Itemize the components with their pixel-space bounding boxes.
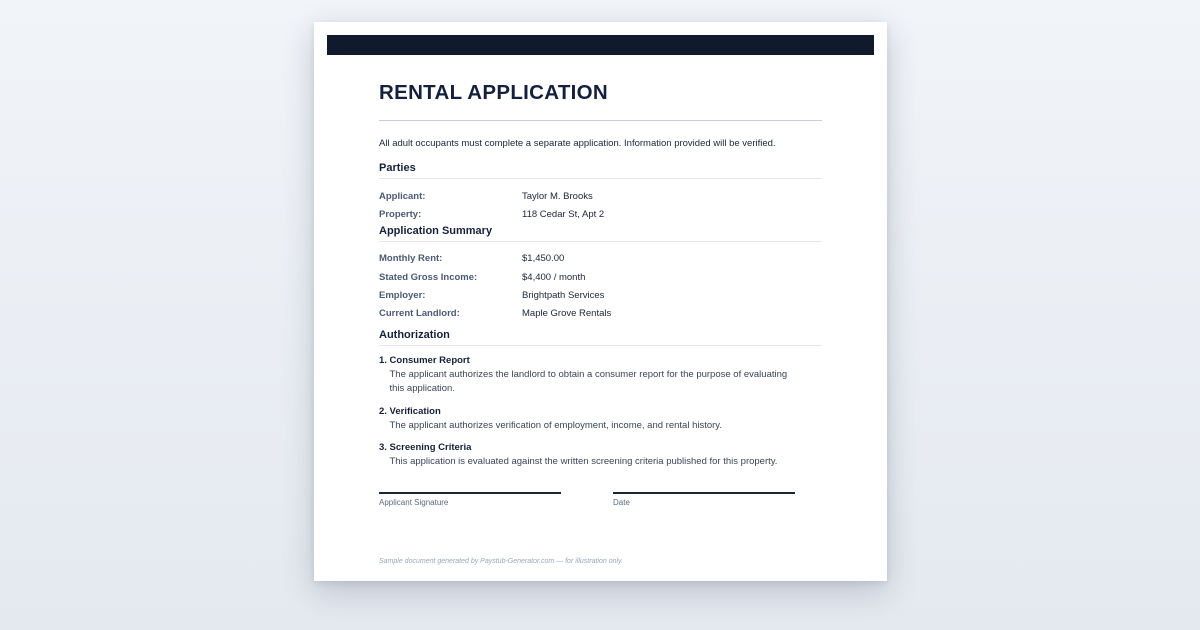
field-label: Property: [379,208,422,220]
date-signature-label: Date [613,498,630,507]
field-row-applicant [379,187,822,205]
section-heading-parties: Parties [379,161,822,179]
field-value: 118 Cedar St, Apt 2 [522,208,605,220]
document-content [379,80,822,478]
intro-text: All adult occupants must complete a separate application. Information provided will be verified. [379,138,776,149]
field-row-gross-income [379,268,822,286]
field-row-property [379,205,822,223]
field-value: $4,400 / month [522,271,586,283]
applicant-signature-block [379,492,561,507]
clause-title: 2. Verification [379,405,441,417]
field-label: Stated Gross Income: [379,271,478,283]
field-value: $1,450.00 [522,253,565,265]
clause-body: The applicant authorizes verification of employment, income, and rental history. [389,419,722,431]
clause-body: The applicant authorizes the landlord to obtain a consumer report for the purpose of evaluating this application. [389,368,788,395]
summary-fields [379,250,822,323]
authorization-clauses [379,354,822,470]
field-label: Monthly Rent: [379,253,443,265]
field-value: Maple Grove Rentals [522,308,612,320]
section-heading-authorization: Authorization [379,328,822,346]
header-bar [327,35,874,55]
field-row-current-landlord [379,304,822,322]
signature-area [379,492,822,512]
footer-disclaimer: Sample document generated by Paystub-Generator.com — for illustration only. [379,558,623,565]
applicant-signature-label: Applicant Signature [379,498,449,507]
field-row-employer [379,286,822,304]
field-row-monthly-rent [379,250,822,268]
document-page [314,22,887,581]
clause-verification [379,405,822,434]
field-label: Applicant: [379,190,426,202]
field-label: Employer: [379,289,426,301]
clause-consumer-report [379,354,822,397]
field-value: Brightpath Services [522,289,605,301]
clause-body: This application is evaluated against the written screening criteria published for this property. [389,456,778,468]
date-signature-line[interactable] [613,492,795,494]
section-heading-summary: Application Summary [379,224,822,242]
parties-fields [379,187,822,224]
field-value: Taylor M. Brooks [522,190,593,202]
field-label: Current Landlord: [379,308,460,320]
applicant-signature-line[interactable] [379,492,561,494]
clause-screening-criteria [379,441,822,470]
title-divider [379,120,822,121]
document-title: RENTAL APPLICATION [379,81,608,104]
clause-title: 3. Screening Criteria [379,442,472,454]
date-signature-block [613,492,795,507]
clause-title: 1. Consumer Report [379,354,470,366]
